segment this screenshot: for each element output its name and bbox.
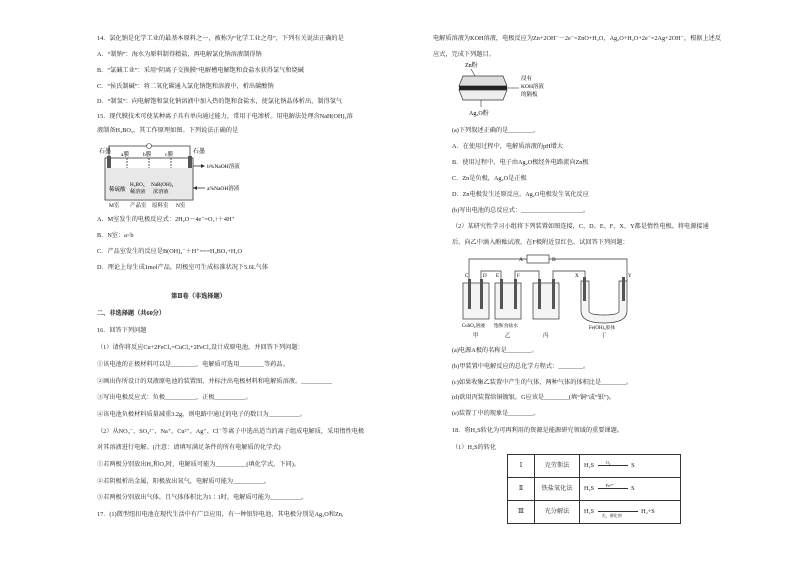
q17-question-b: (b)甲装置中电解反应的总化学方程式：________。 (452, 363, 590, 370)
q14-option-a: A．“制钠”：海水为原料制得精盐，再电解氯化钠溶液制得钠 (97, 51, 262, 58)
ag2o-powder-label: Ag₂O粉 (469, 111, 489, 117)
section-2-title: 二、非选择题（共60分） (97, 310, 166, 317)
q14-option-d: D．“制氢”：向电解饱和氯化钠溶液中加入热的饱和食盐水，使氯化钠晶体析出，制得氢气 (97, 98, 343, 105)
membrane-b-label: b膜 (143, 152, 152, 158)
q18-sub-1: （1）H₂S的转化 (452, 444, 497, 451)
outlet-label: b%NaOH溶液 (207, 164, 240, 170)
cell-bing (533, 283, 559, 319)
q17-sub-b: (b)写出电池的总反应式：____________________。 (452, 207, 590, 214)
q16-line-7: ③若两极分别放出气体，且气体体积比为1∶1时，电解质可能为__________。 (97, 494, 308, 501)
button-cell-diagram (457, 60, 567, 120)
inlet-label: a%NaOH溶液 (207, 186, 240, 192)
table-row (508, 455, 681, 478)
q14-option-b: B．“氯碱工业”：采用“阴离子交换膜”电解槽电解饱和食盐水获得氯气和烧碱 (97, 67, 304, 74)
room-n-label: N室 (176, 203, 186, 209)
q17-question-e: (e)装置丁中的现象是________。 (452, 410, 540, 417)
room-m-label: M室 (109, 203, 120, 209)
q17-question-d: (d)欲用丙装置给铜镀银，G应该是________(填“铜”或“银”)。 (452, 394, 615, 401)
q17-sub-a: (a)下列叙述正确的是________。 (452, 127, 540, 134)
electrolysis-apparatus-diagram (461, 251, 637, 343)
electrode-c-label: C (465, 274, 469, 279)
q16-part-2: （2）从NO₃⁻、SO₄²⁻、Na⁺、Cu²⁺、Ag⁺、Cl⁻等离子中选出适当的离子组成电解质，采用惰性电极 (97, 428, 365, 435)
q17-option-a: A．在使用过程中，电解质溶液的pH增大 (452, 143, 564, 150)
cell-name-ding: 丁 (601, 333, 607, 339)
cell-yi (495, 283, 521, 319)
q15-option-c: C．产品室发生的反应是B(OH)₄⁻＋H⁺===H₃BO₃+H₂O (97, 248, 242, 255)
q15-stem-1: 15．现代膜技术可使某种离子具有单向通过能力，常用于电渗析。用电解法处理含NaH(OH)₂溶 (97, 113, 353, 120)
graphite-left-label: 石墨 (99, 149, 112, 155)
room-raw-label: 原料室 (152, 203, 169, 209)
dilute-sulfuric-label: 稀硫酸 (109, 187, 126, 193)
brine-label: 饱和食盐水 (494, 324, 518, 329)
table-row (508, 478, 681, 501)
q18-stem: 18．将H₂S转化为可再利用的资源是能源研究领域的重要课题。 (452, 427, 623, 434)
electrodialysis-diagram (97, 142, 257, 210)
row-reaction: H₂S Fe³⁺ S (580, 478, 681, 501)
q16-line-5: ①若两极分别放出H₂和O₂时，电解质可能为__________(填化学式，下同)。 (97, 461, 300, 468)
sodium-borate-label: NaB(OH)₄ (151, 182, 174, 188)
power-supply (527, 255, 549, 263)
q16-line-3: ③写出电极反应式：负极__________，正极__________。 (97, 394, 252, 401)
q15-option-d: D．理论上每生成1mol产品，阴极室可生成标准状况下5.6L气体 (97, 264, 269, 271)
row-method: 铁盐氧化法 (535, 478, 580, 501)
table-row (508, 501, 681, 524)
q15-option-a: A．M室发生的电极反应式：2H₂O－4e⁻=O₂↑＋4H⁺ (97, 216, 235, 223)
row-num: Ⅱ (508, 478, 535, 501)
q17-stem: 17．(1)微型纽扣电池在现代生活中有广泛应用，有一种银锌电池，其电极分别是Ag₂O和Zn, (97, 511, 344, 518)
row-method: 克劳斯法 (535, 455, 580, 478)
h2s-conversion-table (507, 454, 681, 524)
boric-acid-label-b: 稀溶液 (130, 189, 146, 195)
terminal-a-label: A (519, 257, 523, 263)
q17-question-a: (a)电源A极的名称是________。 (452, 347, 538, 354)
row-reaction: H₂S 光，催化剂 H₂+S (580, 501, 681, 524)
q15-stem-2: 液制备H₃BO₃，其工作原理如图。下列说法正确的是 (97, 127, 239, 134)
q17-option-d: D．Zn电极发生还原反应，Ag₂O电极发生氧化反应 (452, 191, 589, 198)
sodium-borate-label-b: 浓溶液 (153, 189, 169, 195)
row-method: 光分解法 (535, 501, 580, 524)
q16-part-2b: 对其溶液进行电解。(注意：请填写满足条件的所有电解质的化学式) (97, 444, 281, 451)
zn-powder-label: Zn粉 (465, 63, 478, 69)
soaked-label-2: KOH溶液 (521, 84, 544, 90)
volume-2-title: 第Ⅱ卷（非选择题） (171, 293, 226, 300)
cell-ding-u-tube (581, 281, 627, 323)
row-num: Ⅲ (508, 501, 535, 524)
electrode-d-label: D (483, 274, 487, 279)
q16-line-2: ②画出你所设计的双液原电池的装置图，并标注出电极材料和电解质溶液。__________ (97, 378, 333, 385)
cell-name-bing: 丙 (543, 333, 549, 339)
fe-oh3-colloid-label: Fe(OH)₃胶体 (589, 326, 616, 331)
cell-name-jia: 甲 (473, 333, 479, 339)
soaked-label-3: 的隔板 (521, 92, 538, 98)
boric-acid-label: H₃BO₃ (130, 182, 145, 188)
q16-line-1: ①该电池的正极材料可以是________，电解质可选用________等药品。 (97, 361, 289, 368)
q16-part-1: （1）请你将反应Cu+2FeCl₃=CuCl₂+2FeCl₂设计成原电池，并回答下列问题： (97, 344, 304, 351)
q16-line-6: ②若阴极析出金属，阳极放出氧气，电解质可能为__________。 (97, 478, 271, 485)
terminal-b-label: B (552, 257, 556, 263)
q17-part-2: （2）某研究性学习小组将下列装置如图连接，C、D、E、F、X、Y都是惰性电极。将电源接通 (452, 223, 709, 230)
q17-cont-1: 电解质溶液为KOH溶液，电极反应为Zn+2OH⁻－2e⁻=ZnO+H₂O，Ag₂O+H₂O+2e⁻=2Ag+2OH⁻，根据上述反 (433, 35, 722, 42)
q17-option-c: C．Zn是负极，Ag₂O是正极 (452, 175, 527, 182)
row-num: Ⅰ (508, 455, 535, 478)
graphite-right-label: 石墨 (193, 149, 206, 155)
electrode-f-label: F (517, 274, 520, 279)
q15-option-b: B．N室：a<b (97, 232, 134, 239)
q17-option-b: B．使用过程中，电子由Ag₂O极经外电路流向Zn极 (452, 159, 589, 166)
q17-part-2b: 后，向乙中滴入酚酞试液，在F极附近显红色。试回答下列问题： (452, 239, 629, 246)
cell-jia (463, 283, 489, 319)
q14-stem: 14．氯化钠是化学工业的最基本原料之一，被称为“化学工业之母”，下列有关说法正确的是 (97, 35, 344, 42)
electrode-x-label: X (575, 274, 579, 279)
row-reaction: H₂S O₂ S (580, 455, 681, 478)
q17-cont-2: 应式，完成下列题目。 (433, 51, 495, 58)
room-product-label: 产品室 (130, 203, 147, 209)
q17-question-c: (c)如果收集乙装置中产生的气体，两种气体的体积比是________。 (452, 379, 633, 386)
cell-name-yi: 乙 (505, 333, 511, 339)
electrode-e-label: E (496, 274, 500, 279)
membrane-c-label: c膜 (165, 152, 173, 158)
electrode-y-label: Y (628, 274, 632, 279)
membrane-a-label: a膜 (121, 152, 129, 158)
q16-line-4: ④该电池负极材料质量减重3.2g，则电路中通过的电子的数目为__________。 (97, 411, 306, 418)
q14-option-c: C．“侯氏制碱”：将二氧化碳通入氯化钠饱和溶液中，析出碳酸钠 (97, 83, 274, 90)
soaked-label-1: 浸有 (521, 76, 533, 82)
q16-stem: 16．回答下列问题 (97, 327, 147, 334)
cuso4-label: CuSO₄溶液 (462, 324, 485, 329)
